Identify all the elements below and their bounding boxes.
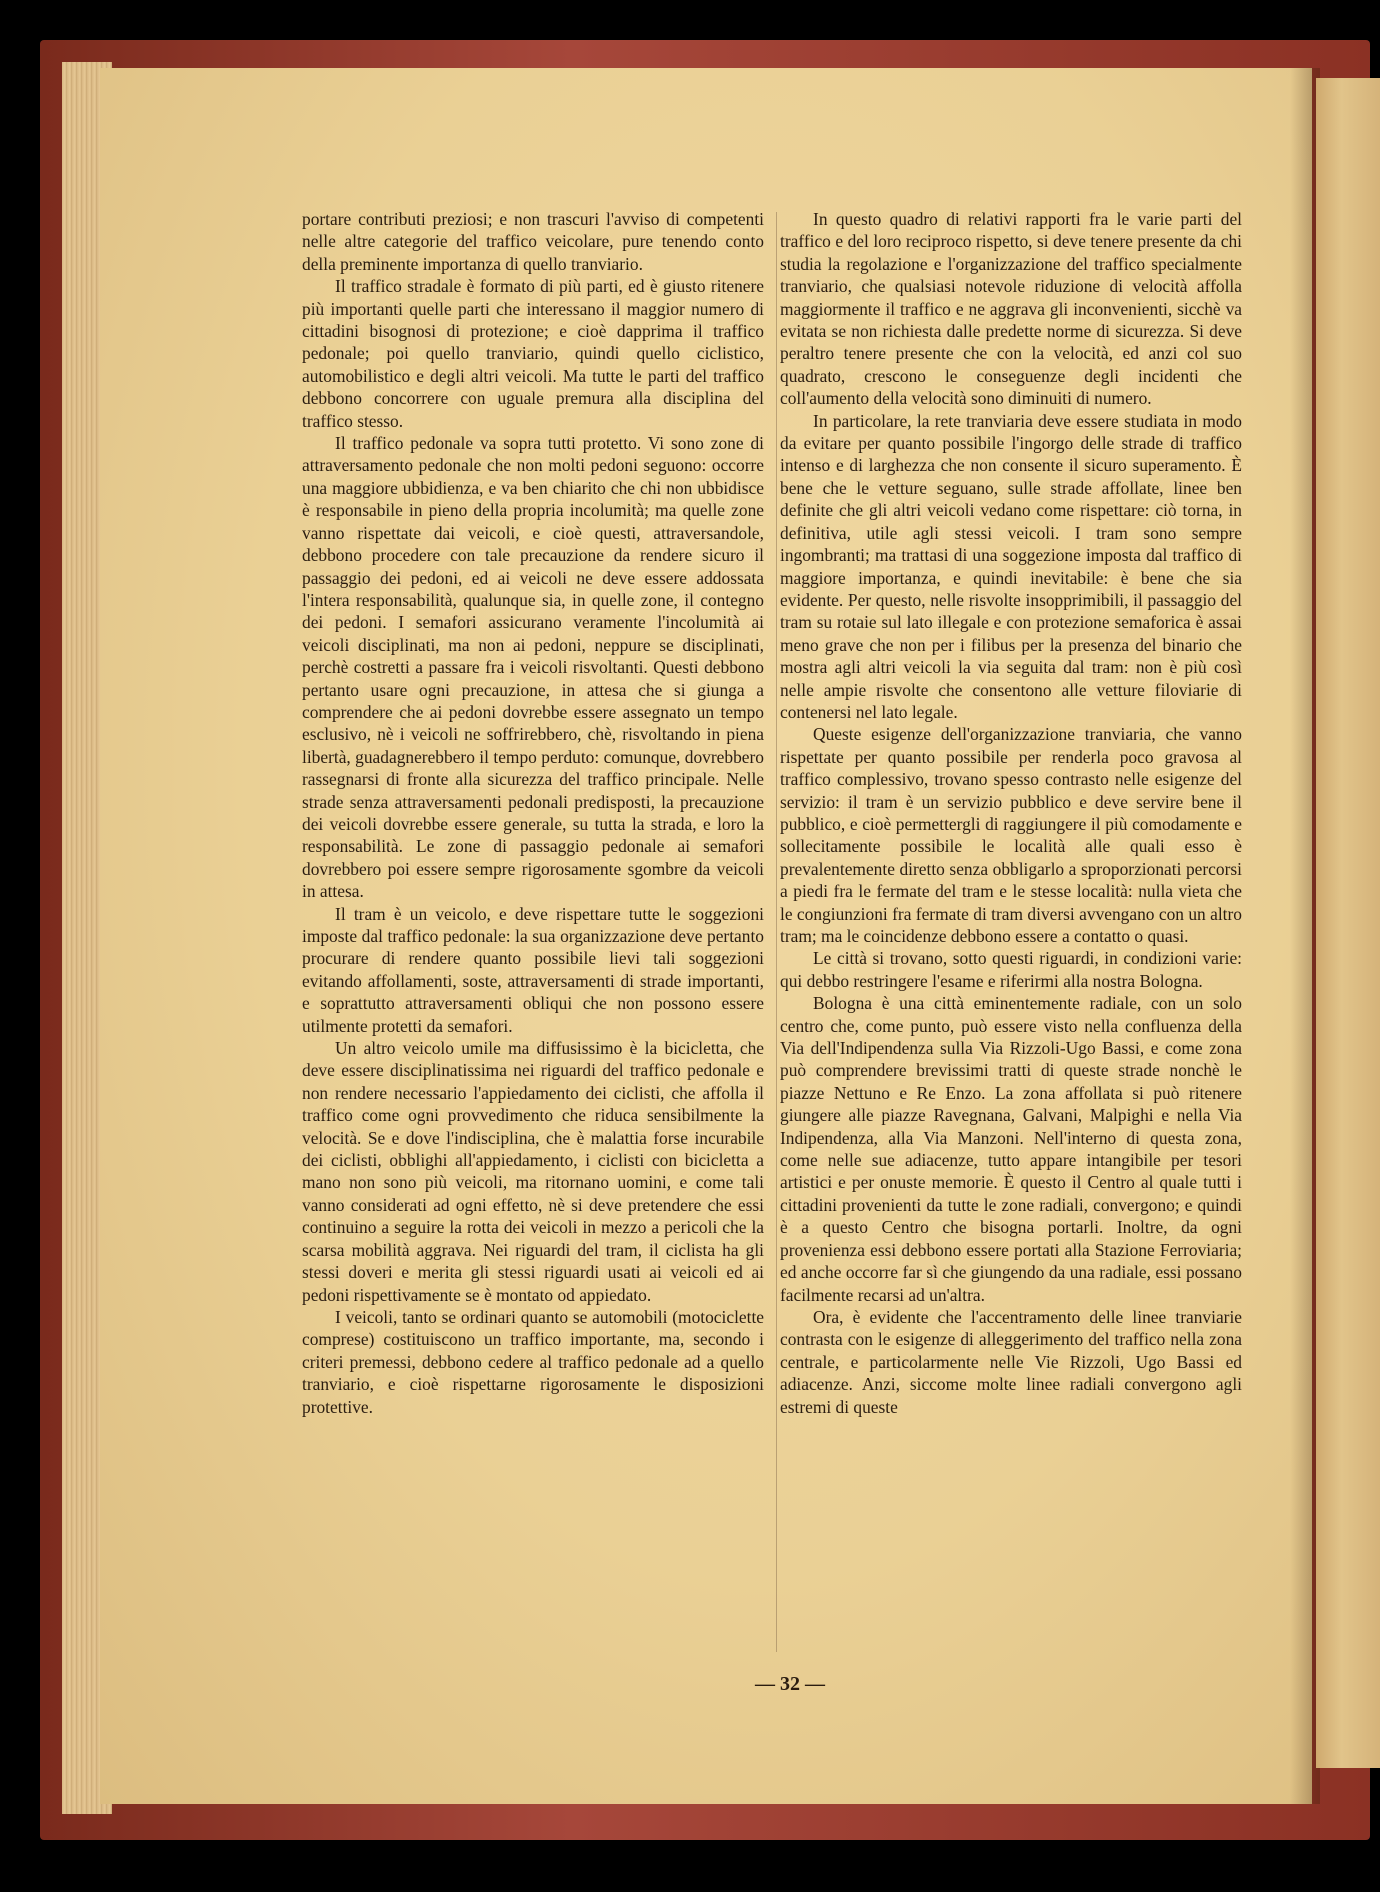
paragraph: portare contributi preziosi; e non trascuri l'avviso di competenti nelle altre categorie del traffico veicolare, pure tenendo conto della preminente importanza di quello tranviario. [302,209,764,274]
paragraph: Il traffico stradale è formato di più parti, ed è giusto ritenere più importanti quelle parti che interessano il maggior numero di cittadini bisognosi di protezione; e cioè dapprima il traffico pedonale; poi quello tranviario, quindi quello ciclistico, automobilistico e degli altri veicoli. Ma tutte le parti del traffico debbono concorrere con uguale premura alla disciplina del traffico stesso. [302,276,764,431]
paragraph: Bologna è una città eminentemente radiale, con un solo centro che, come punto, può essere visto nella confluenza della Via dell'Indipendenza sulla Via Rizzoli-Ugo Bassi, e come zona può comprendere brevissimi tratti di queste strade nonchè le piazze Nettuno e Re Enzo. La zona affollata si può ritenere giungere alle piazze Ravegnana, Galvani, Malpighi e nella Via Indipendenza, alla Via Manzoni. Nell'interno di questa zona, come nelle sue adiacenze, tutto appare intangibile per tesori artistici e per onuste memorie. È questo il Centro al quale tutti i cittadini provenienti da tutte le zone radiali, convergono; e quindi è a questo Centro che bisogna portarli. Inoltre, da ogni provenienza essi debbono essere portati alla Stazione Ferroviaria; ed anche occorre far sì che giungendo da una radiale, essi possano facilmente recarsi ad un'altra. [780,993,1242,1305]
paragraph: Queste esigenze dell'organizzazione tranviaria, che vanno rispettate per quanto possibile per renderla poco gravosa al traffico complessivo, trovano spesso contrasto nelle esigenze del servizio: il tram è un servizio pubblico e deve servire bene il pubblico, e cioè permettergli di raggiungere il più comodamente e sollecitamente possibile le località alle quali esso è prevalentemente diretto senza obbligarlo a sproporzionati percorsi a piedi fra le fermate del tram e le stesse località: nulla vieta che le congiunzioni fra fermate di tram diversi avvengano con un altro tram; ma le coincidenze debbono essere a contatto o quasi. [780,724,1242,946]
paragraph: Il tram è un veicolo, e deve rispettare tutte le soggezioni imposte dal traffico pedonale: la sua organizzazione deve pertanto procurare di rendere quanto possibile lievi tali soggezioni evitando affollamenti, soste, attraversamenti di strade importanti, e soprattutto attraversamenti obliqui che non possono essere utilmente protetti da semafori. [302,903,764,1036]
paragraph: In questo quadro di relativi rapporti fra le varie parti del traffico e del loro reciproco rispetto, si deve tenere presente da chi studia la regolazione e l'organizzazione del traffico specialmente tranviario, che qualsiasi notevole riduzione di velocità affolla maggiormente il traffico e ne aggrava gli inconvenienti, sicchè va evitata se non richiesta dalle predette norme di sicurezza. Si deve peraltro tenere presente che con la velocità, ed anzi col suo quadrato, crescono le conseguenze degli incidenti che coll'aumento della velocità sono diminuiti di numero. [780,209,1242,409]
paragraph: Il traffico pedonale va sopra tutti protetto. Vi sono zone di attraversamento pedonale che non molti pedoni seguono: occorre una maggiore ubbidienza, e va ben chiarito che chi non ubbidisce è responsabile in pieno della propria incolumità; ma quelle zone vanno rispettate dai veicoli, e cioè questi, attraversandole, debbono procedere con tale precauzione da rendere sicuro il passaggio dei pedoni, ed ai veicoli ne deve essere addossata l'intera responsabilità, qualunque sia, in quelle zone, il contegno dei pedoni. I semafori assicurano veramente l'incolumità ai veicoli disciplinati, ma non ai pedoni, neppure se disciplinati, perchè costretti a passare fra i veicoli risvoltanti. Questi debbono pertanto usare ogni precauzione, in attesa che si giunga a comprendere che ai pedoni dovrebbe essere assegnato un tempo esclusivo, nè i veicoli ne soffrirebbero, chè, risvoltando in piena libertà, guadagnerebbero il tempo perduto: comunque, dovrebbero rassegnarsi di fronte alla sicurezza del traffico principale. Nelle strade senza attraversamenti pedonali predisposti, la precauzione dei veicoli dovrebbe essere generale, su tutta la strada, e loro la responsabilità. Le zone di passaggio pedonale ai semafori dovrebbero poi essere sempre rigorosamente sgombre da veicoli in attesa. [302,433,764,902]
facing-page-edge [1316,78,1380,1768]
column-divider [776,212,777,1652]
paragraph: Le città si trovano, sotto questi riguardi, in condizioni varie: qui debbo restringere l'esame e riferirmi alla nostra Bologna. [780,948,1242,991]
paragraph: I veicoli, tanto se ordinari quanto se automobili (motociclette comprese) costituiscono un traffico importante, ma, secondo i criteri premessi, debbono cedere al traffico pedonale ad a quello tranviario, e cioè rispettarne rigorosamente le disposizioni protettive. [302,1306,764,1417]
paragraph: Ora, è evidente che l'accentramento delle linee tranviarie contrasta con le esigenze di alleggerimento del traffico nella zona centrale, e particolarmente nelle Vie Rizzoli, Ugo Bassi ed adiacenze. Anzi, siccome molte linee radiali convergono agli estremi di queste [780,1306,1242,1417]
paragraph: Un altro veicolo umile ma diffusissimo è la bicicletta, che deve essere disciplinatissima nei riguardi del traffico pedonale e non rendere necessario l'appiedamento dei ciclisti, che affolla il traffico come ogni provvedimento che riduca sensibilmente la velocità. Se e dove l'indisciplina, che è malattia forse incurabile dei ciclisti, obblighi all'appiedamento, i ciclisti con bicicletta a mano non sono più veicoli, ma ritornano uomini, e come tali vanno considerati ad ogni effetto, nè si deve pretendere che essi continuino a seguire la rotta dei veicoli in mezzo a pericoli che la scarsa mobilità aggrava. Nei riguardi del tram, il ciclista ha gli stessi doveri e merita gli stessi riguardi usati ai veicoli ed ai pedoni rispettivamente se è montato od appiedato. [302,1038,764,1305]
page-number: — 32 — [755,1673,825,1695]
paragraph: In particolare, la rete tranviaria deve essere studiata in modo da evitare per quanto possibile l'ingorgo delle strade di traffico intenso e di larghezza che non consente il sicuro superamento. È bene che le vetture seguano, sulle strade affollate, linee ben definite che gli altri veicoli vedano come rispettare: ciò torna, in definitiva, utile agli stessi veicoli. I tram sono sempre ingombranti; ma trattasi di una soggezione imposta dal traffico di maggiore importanza, e quindi inevitabile: è bene che sia evidente. Per questo, nelle risvolte insopprimibili, il passaggio del tram su rotaie sul lato illegale e con protezione semaforica è assai meno grave che non per i filibus per la presenza del binario che mostra agli altri veicoli la via seguita dal tram: non è più così nelle ampie risvolte che consentono alle vetture filoviarie di contenersi nel lato legale. [780,410,1242,722]
text-column-left [302,208,764,1418]
text-column-right [780,208,1242,1418]
